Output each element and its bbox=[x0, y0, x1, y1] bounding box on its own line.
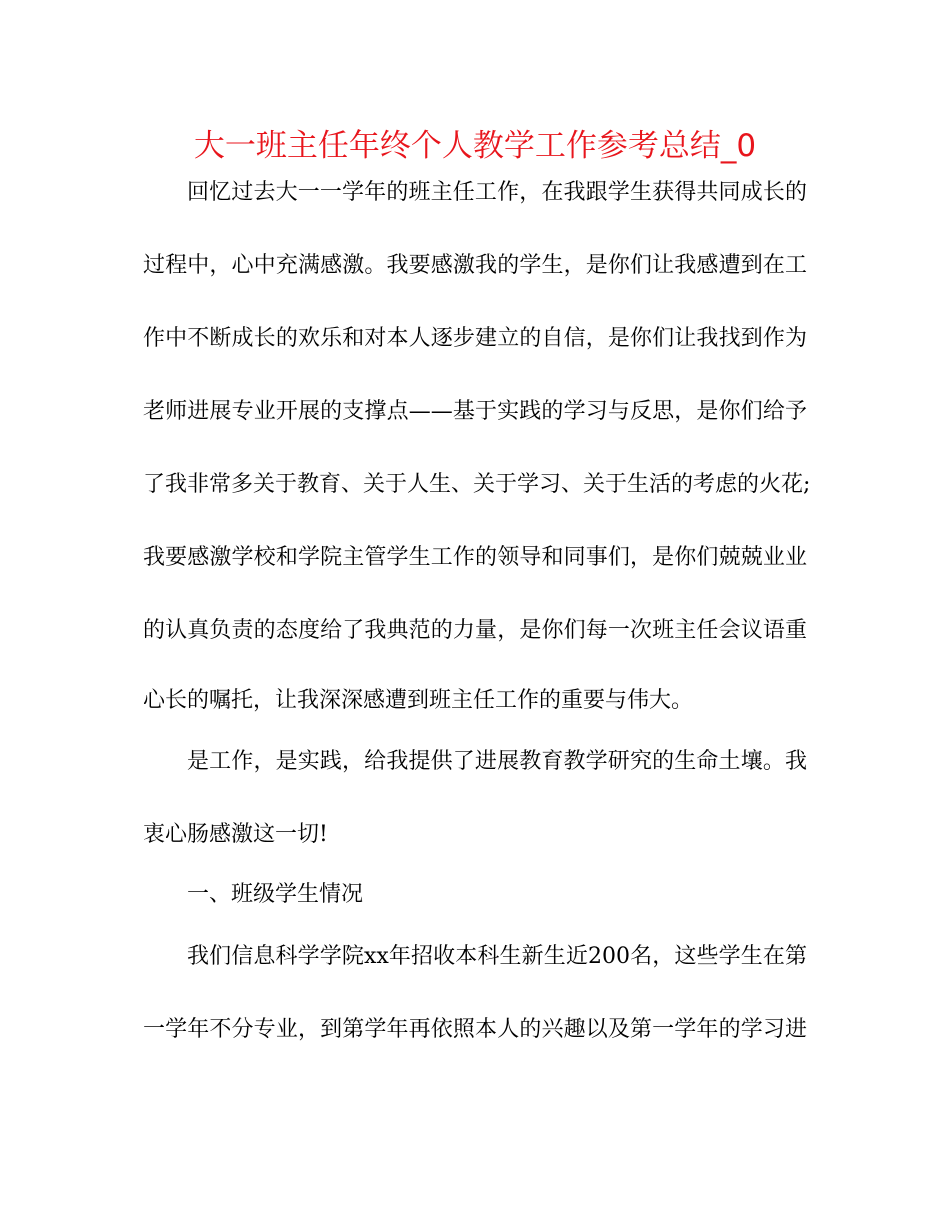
paragraph-line: 的认真负责的态度给了我典范的力量，是你们每一次班主任会议语重 bbox=[143, 618, 807, 643]
paragraph-line: 一学年不分专业，到第学年再依照本人的兴趣以及第一学年的学习进 bbox=[143, 1017, 807, 1042]
paragraph-line: 是工作，是实践，给我提供了进展教育教学研究的生命土壤。我 bbox=[187, 749, 807, 774]
paragraph-line: 我要感激学校和学院主管学生工作的领导和同事们，是你们兢兢业业 bbox=[143, 545, 807, 570]
paragraph-line: 心长的嘱托，让我深深感遭到班主任工作的重要与伟大。 bbox=[143, 688, 694, 713]
paragraph-line: 过程中，心中充满感激。我要感激我的学生，是你们让我感遭到在工 bbox=[143, 253, 807, 278]
paragraph-line: 回忆过去大一一学年的班主任工作，在我跟学生获得共同成长的 bbox=[187, 180, 807, 205]
paragraph-line: 老师进展专业开展的支撑点——基于实践的学习与反思，是你们给予 bbox=[143, 399, 807, 424]
section-heading: 一、班级学生情况 bbox=[187, 882, 364, 907]
paragraph-line: 我们信息科学学院xx年招收本科生新生近200名，这些学生在第 bbox=[187, 944, 807, 969]
paragraph-line: 衷心肠感激这一切! bbox=[143, 822, 328, 847]
document-title: 大一班主任年终个人教学工作参考总结_0 bbox=[193, 128, 757, 164]
paragraph-line: 作中不断成长的欢乐和对本人逐步建立的自信，是你们让我找到作为 bbox=[143, 326, 807, 351]
paragraph-line: 了我非常多关于教育、关于人生、关于学习、关于生活的考虑的火花; bbox=[143, 472, 811, 497]
